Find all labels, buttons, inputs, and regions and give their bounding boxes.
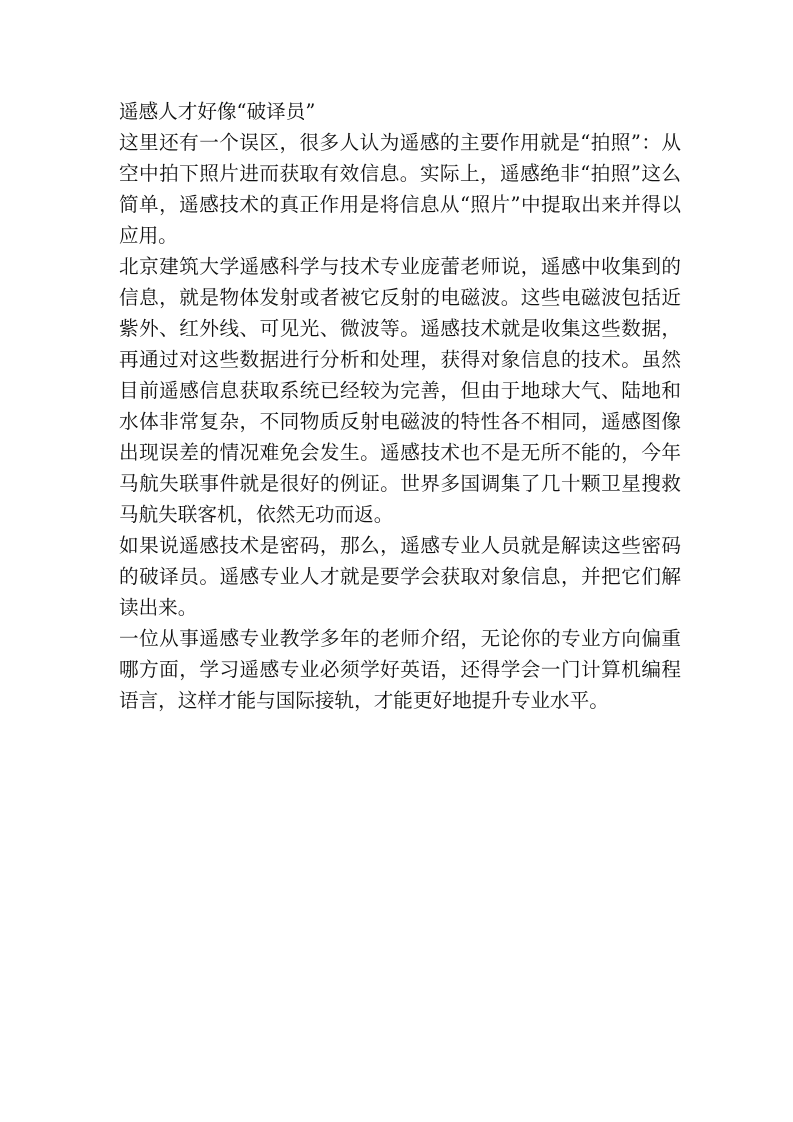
article-heading: 遥感人才好像“破译员” [119,100,316,123]
paragraph-misconception: 这里还有一个误区，很多人认为遥感的主要作用就是“拍照”：从空中拍下照片进而获取有效信息。实际上，遥感绝非“拍照”这么简单，遥感技术的真正作用是将信息从“照片”中提取出来并得以应用。 [119,131,681,247]
article-body [119,96,681,716]
paragraph-advice: 一位从事遥感专业教学多年的老师介绍，无论你的专业方向偏重哪方面，学习遥感专业必须学好英语，还得学会一门计算机编程语言，这样才能与国际接轨，才能更好地提升专业水平。 [119,627,681,712]
paragraph-electromagnetic-waves: 北京建筑大学遥感科学与技术专业庞蕾老师说，遥感中收集到的信息，就是物体发射或者被它反射的电磁波。这些电磁波包括近紫外、红外线、可见光、微波等。遥感技术就是收集这些数据，再通过对这些数据进行分析和处理，获得对象信息的技术。虽然目前遥感信息获取系统已经较为完善，但由于地球大气、陆地和水体非常复杂，不同物质反射电磁波的特性各不相同，遥感图像出现误差的情况难免会发生。遥感技术也不是无所不能的，今年马航失联事件就是很好的例证。世界多国调集了几十颗卫星搜救马航失联客机，依然无功而返。 [119,255,681,526]
paragraph-decoder: 如果说遥感技术是密码，那么，遥感专业人员就是解读这些密码的破译员。遥感专业人才就是要学会获取对象信息，并把它们解读出来。 [119,534,681,619]
